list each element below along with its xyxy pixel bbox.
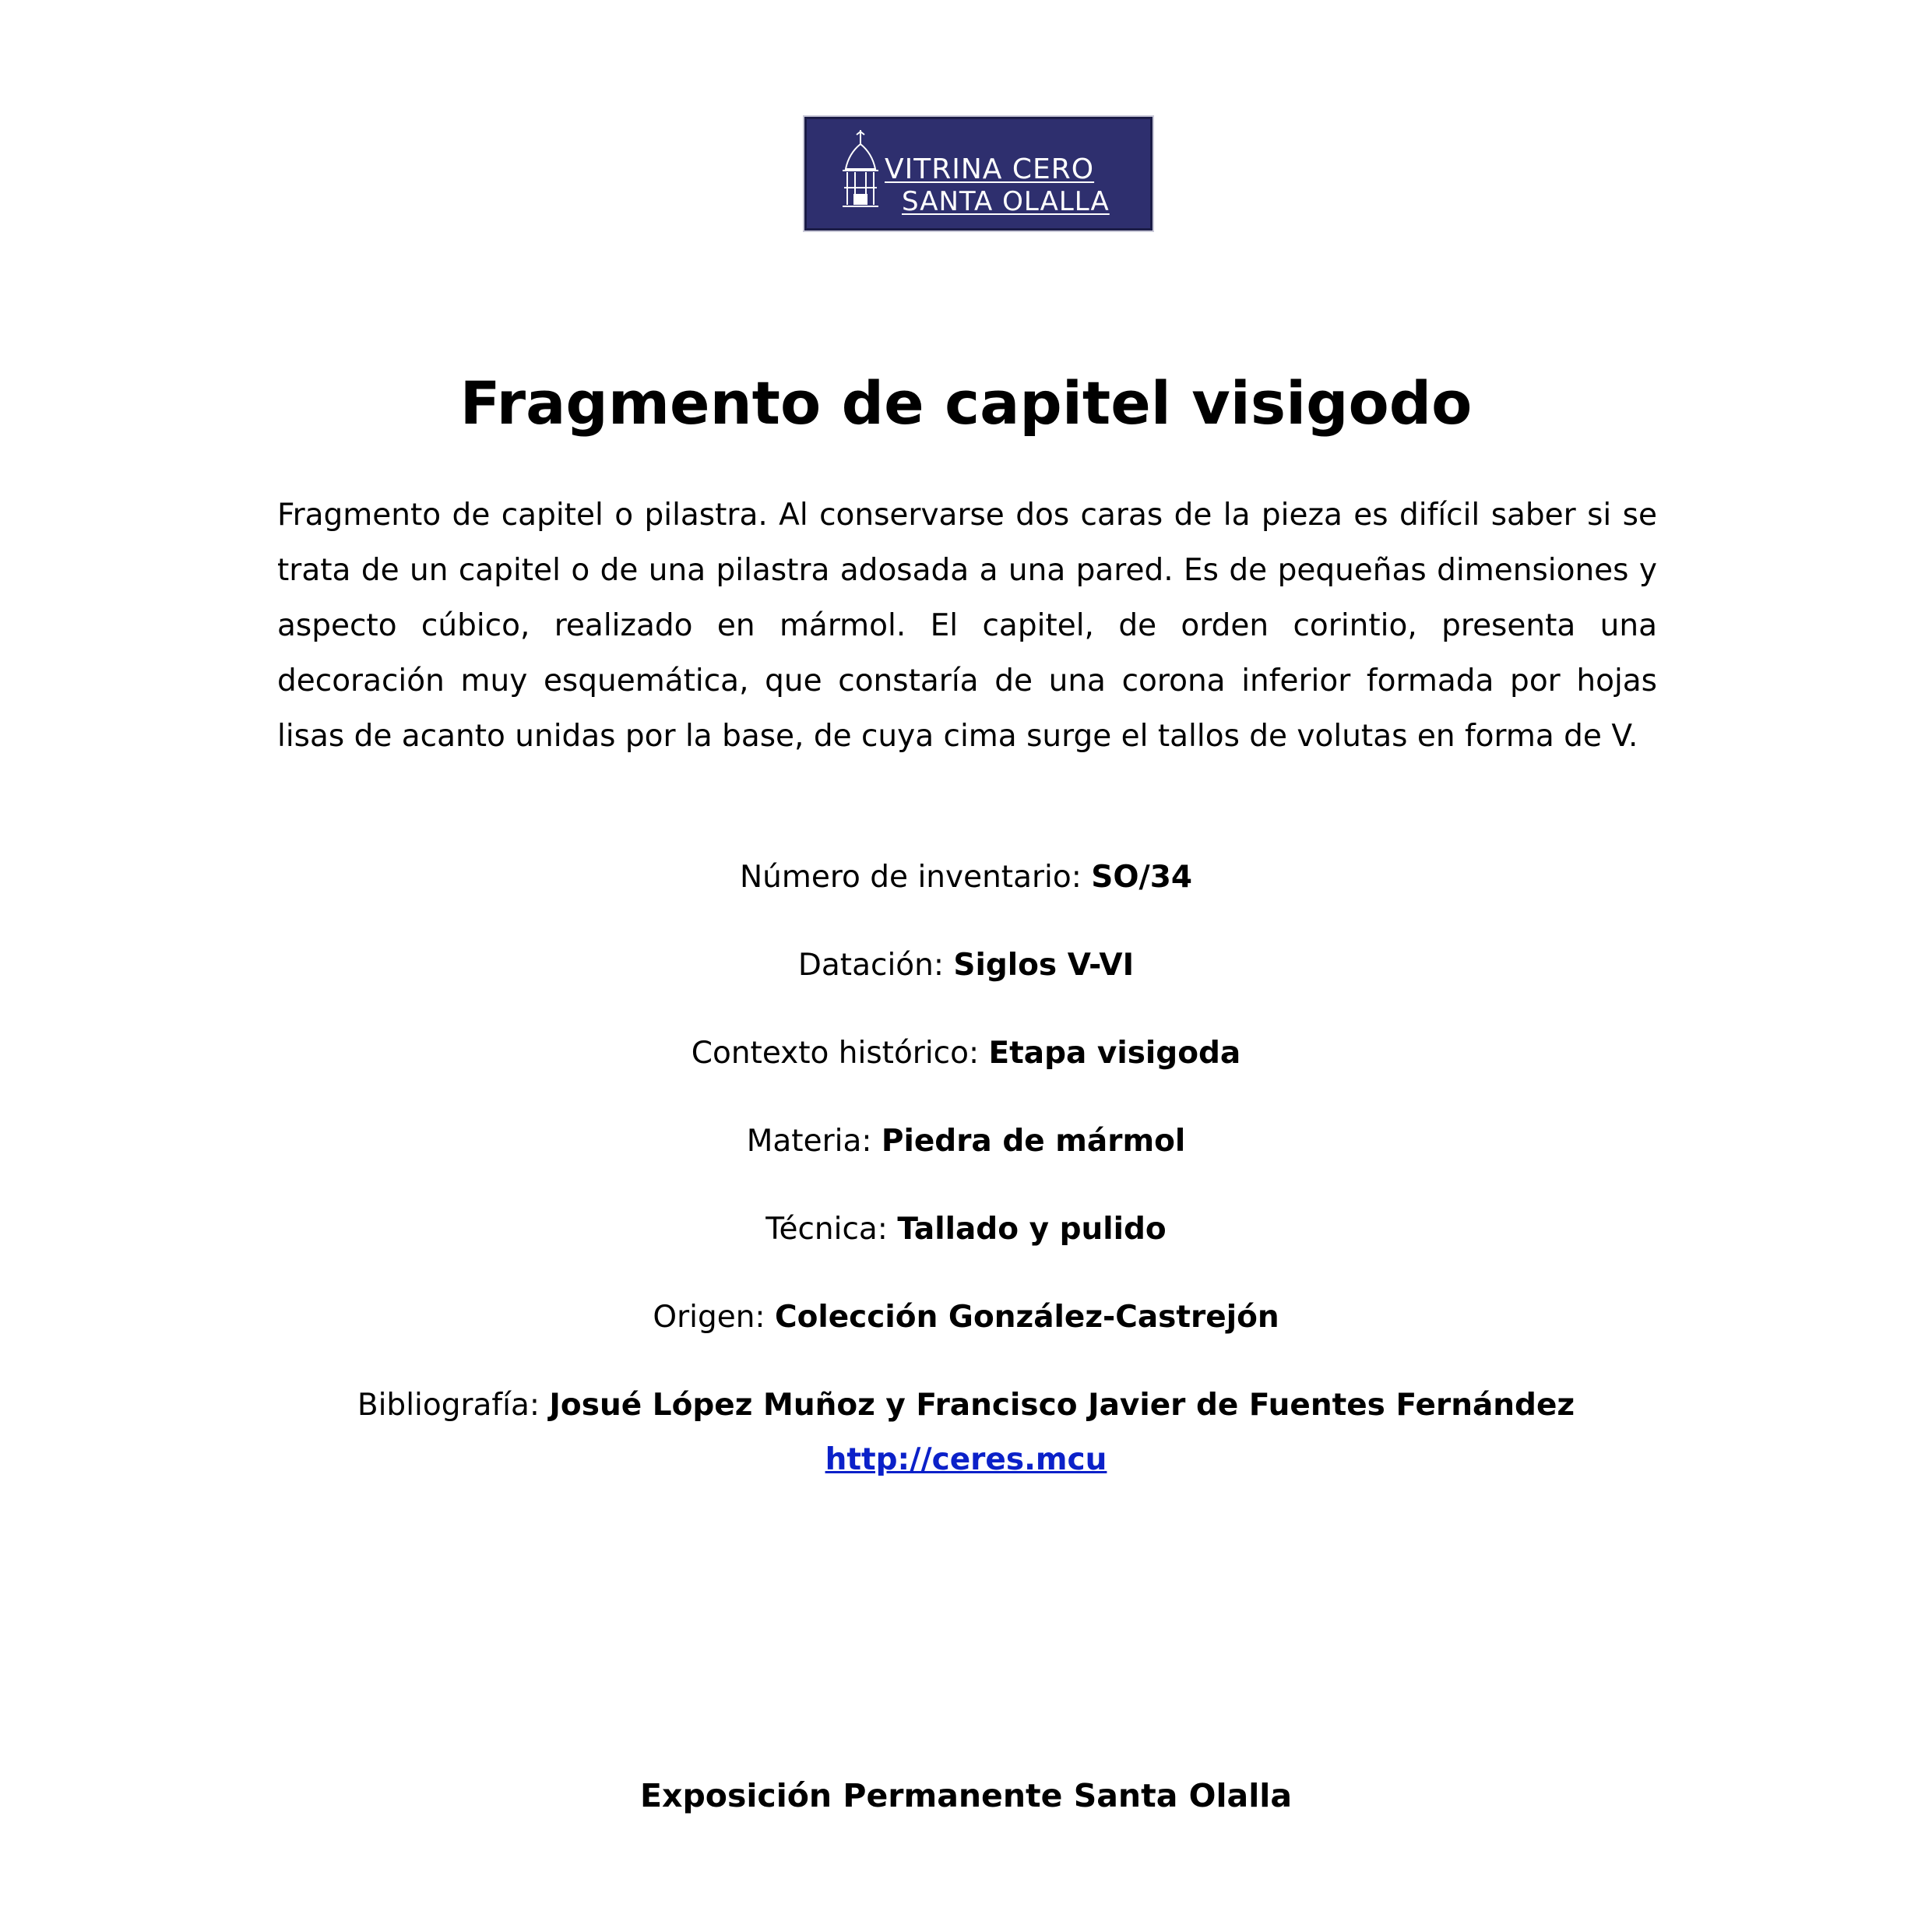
link-row xyxy=(0,1433,1932,1487)
details-list xyxy=(0,850,1932,1487)
detail-context xyxy=(0,1026,1932,1114)
detail-label: Contexto histórico: xyxy=(691,1036,989,1071)
detail-inventory xyxy=(0,850,1932,938)
detail-label: Origen: xyxy=(653,1300,775,1335)
footer-text: Exposición Permanente Santa Olalla xyxy=(639,1777,1293,1814)
logo-line-1: VITRINA CERO xyxy=(885,153,1095,185)
detail-material xyxy=(0,1114,1932,1202)
detail-technique xyxy=(0,1202,1932,1290)
detail-value: Tallado y pulido xyxy=(897,1212,1167,1247)
detail-value: SO/34 xyxy=(1091,860,1193,895)
detail-bibliography xyxy=(0,1378,1932,1433)
detail-origin xyxy=(0,1290,1932,1378)
logo-line-2: SANTA OLALLA xyxy=(902,186,1110,217)
detail-value: Etapa visigoda xyxy=(988,1036,1241,1071)
detail-dating xyxy=(0,938,1932,1026)
detail-value: Colección González-Castrejón xyxy=(774,1300,1279,1335)
detail-label: Número de inventario: xyxy=(739,860,1092,895)
page-title: Fragmento de capitel visigodo xyxy=(459,368,1473,438)
detail-value: Siglos V-VI xyxy=(953,948,1135,983)
detail-value: Piedra de mármol xyxy=(881,1124,1186,1159)
detail-label: Datación: xyxy=(797,948,954,983)
vitrina-cero-logo xyxy=(804,117,1153,231)
ceres-link[interactable]: http://ceres.mcu xyxy=(825,1442,1107,1477)
detail-label: Técnica: xyxy=(765,1212,898,1247)
tower-icon xyxy=(836,127,885,225)
detail-value: Josué López Muñoz y Francisco Javier de Fuentes Fernández xyxy=(549,1388,1575,1423)
detail-label: Bibliografía: xyxy=(357,1388,550,1423)
detail-label: Materia: xyxy=(746,1124,882,1159)
description-paragraph: Fragmento de capitel o pilastra. Al conservarse dos caras de la pieza es difícil saber si se trata de un capitel o de una pilastra adosada a una pared. Es de pequeñas dimensiones y aspecto cúbico, realizado en mármol. El capitel, de orden corintio, presenta una decoración muy esquemática, que constaría de una corona inferior formada por hojas lisas de acanto unidas por la base, de cuya cima surge el tallos de volutas en forma de V. xyxy=(277,498,1657,754)
